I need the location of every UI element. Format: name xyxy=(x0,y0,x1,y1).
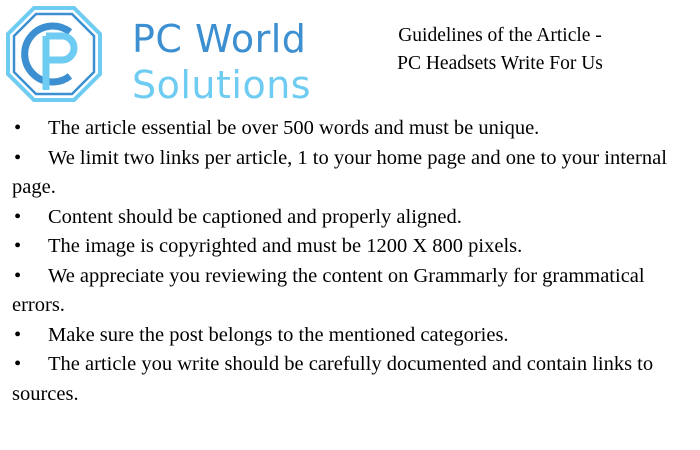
bullet-icon: • xyxy=(14,117,22,139)
guideline-item xyxy=(12,144,688,203)
article-heading xyxy=(360,22,640,78)
bullet-icon: • xyxy=(14,205,22,228)
guideline-text: We appreciate you reviewing the content on Grammarly for grammatical errors. xyxy=(12,264,645,316)
guideline-item xyxy=(12,321,688,351)
brand-name xyxy=(132,16,311,108)
brand-line1: PC World xyxy=(132,17,307,61)
guideline-text: The article you write should be carefully documented and contain links to sources. xyxy=(12,353,654,405)
heading-line1: Guidelines of the Article - xyxy=(398,25,602,46)
guideline-item xyxy=(12,232,688,262)
guideline-item xyxy=(12,114,688,144)
guideline-text: The image is copyrighted and must be 1200 X 800 pixels. xyxy=(48,235,523,257)
heading-line2: PC Headsets Write For Us xyxy=(397,53,603,74)
brand-logo xyxy=(6,6,336,107)
bullet-icon: • xyxy=(14,353,22,375)
bullet-icon: • xyxy=(14,323,22,346)
guideline-text: We limit two links per article, 1 to your home page and one to your internal page. xyxy=(12,146,667,198)
guideline-item xyxy=(12,350,688,409)
guideline-text: Make sure the post belongs to the mentioned categories. xyxy=(48,323,509,346)
bullet-icon: • xyxy=(14,235,22,257)
guideline-text: The article essential be over 500 words and must be unique. xyxy=(48,117,540,139)
guidelines-list xyxy=(12,114,688,409)
bullet-icon: • xyxy=(14,264,22,287)
guideline-item xyxy=(12,203,688,233)
guideline-text: Content should be captioned and properly aligned. xyxy=(48,205,462,228)
pc-world-octagon-logo-icon xyxy=(6,6,102,102)
brand-line2: Solutions xyxy=(132,63,312,107)
guideline-item xyxy=(12,262,688,321)
bullet-icon: • xyxy=(14,146,22,169)
